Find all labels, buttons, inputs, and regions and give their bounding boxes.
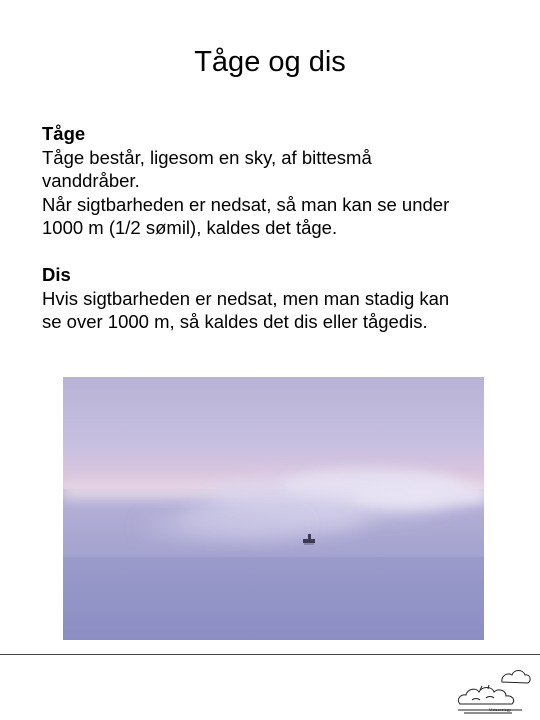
fog-text-line: 1000 m (1/2 sømil), kaldes det tåge. <box>42 217 338 238</box>
fog-text-line: vanddråber. <box>42 170 140 191</box>
body-text <box>42 122 502 357</box>
section-fog <box>42 122 502 240</box>
footer-divider <box>0 654 540 655</box>
logo-caption: Meteorology <box>488 707 511 712</box>
section-heading-haze: Dis <box>42 264 71 285</box>
fog-text-line: Når sigtbarheden er nedsat, så man kan se under <box>42 193 450 215</box>
haze-text-line: se over 1000 m, så kaldes det dis eller tågedis. <box>42 311 428 332</box>
slide-title: Tåge og dis <box>194 46 346 78</box>
section-haze <box>42 263 502 334</box>
section-heading-fog: Tåge <box>42 123 86 144</box>
fog-sea-illustration <box>63 377 484 640</box>
haze-text-line: Hvis sigtbarheden er nedsat, men man stadig kan <box>42 287 450 309</box>
fog-text-line: Tåge består, ligesom en sky, af bittesmå <box>42 146 372 168</box>
sea-shadow <box>63 557 484 640</box>
fog-sea-photo <box>63 377 484 640</box>
